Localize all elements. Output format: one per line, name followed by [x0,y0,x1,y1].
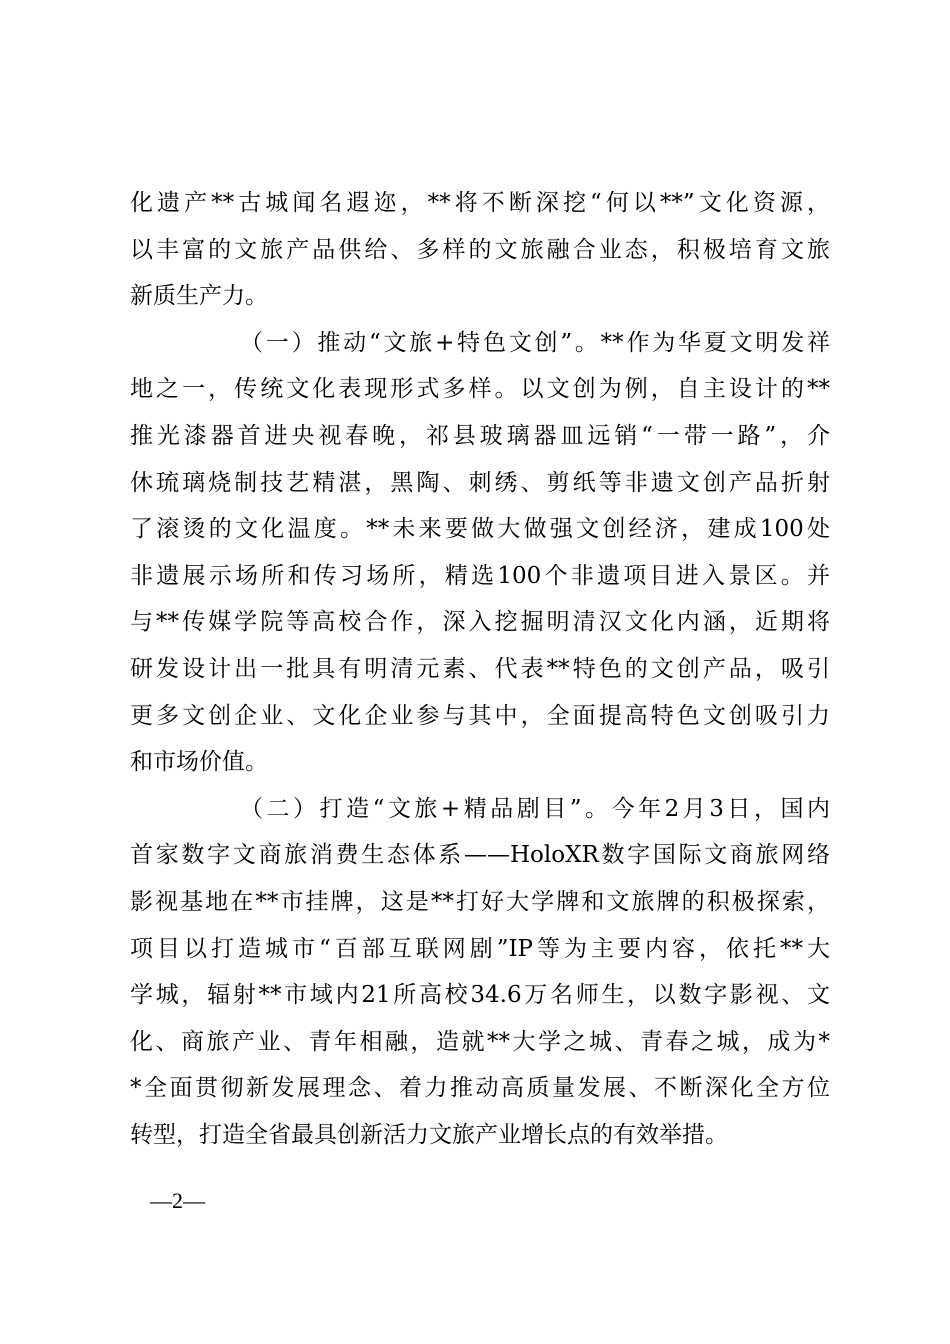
text-line: 和市场价值。 [130,749,268,776]
text-line: 学城，辐射**市域内21所高校34.6万名师生，以数字影视、文 [130,982,830,1009]
text-line: 以丰富的文旅产品供给、多样的文旅融合业态，积极培育文旅 [130,236,830,263]
text-line: 转型，打造全省最具创新活力文旅产业增长点的有效举措。 [130,1121,728,1148]
text-line: 项目以打造城市“百部互联网剧”IP等为主要内容，依托**大 [130,935,830,962]
text-line: 了滚烫的文化温度。**未来要做大做强文创经济，建成100处 [130,516,830,543]
text-line: 非遗展示场所和传习场所，精选100个非遗项目进入景区。并 [130,562,830,589]
page-number: —2— [150,1188,205,1213]
section-heading-line: （二）打造“文旅+精品剧目”。今年2月3日，国内 [240,795,830,822]
text-line: 化、商旅产业、青年相融，造就**大学之城、青春之城，成为* [130,1028,830,1055]
text-line: 化遗产**古城闻名遐迩，**将不断深挖“何以**”文化资源， [130,190,830,216]
text-line: 更多文创企业、文化企业参与其中，全面提高特色文创吸引力 [130,702,830,729]
text-line: 推光漆器首进央视春晚，祁县玻璃器皿远销“一带一路”，介 [130,422,830,449]
text-line: 休琉璃烧制技艺精湛，黑陶、刺绣、剪纸等非遗文创产品折射 [130,469,830,496]
text-line: 研发设计出一批具有明清元素、代表**特色的文创产品，吸引 [130,655,830,682]
body-text [130,180,830,1158]
text-line: 新质生产力。 [130,283,268,310]
text-line: 与**传媒学院等高校合作，深入挖掘明清汉文化内涵，近期将 [130,609,830,636]
text-line: *全面贯彻新发展理念、着力推动高质量发展、不断深化全方位 [130,1075,830,1102]
text-line: 首家数字文商旅消费生态体系——HoloXR数字国际文商旅网络 [130,842,830,869]
text-line: 影视基地在**市挂牌，这是**打好大学牌和文旅牌的积极探索， [130,888,830,915]
text-line: 地之一，传统文化表现形式多样。以文创为例，自主设计的** [130,376,830,403]
section-heading-line: （一）推动“文旅+特色文创”。**作为华夏文明发祥 [240,329,830,356]
